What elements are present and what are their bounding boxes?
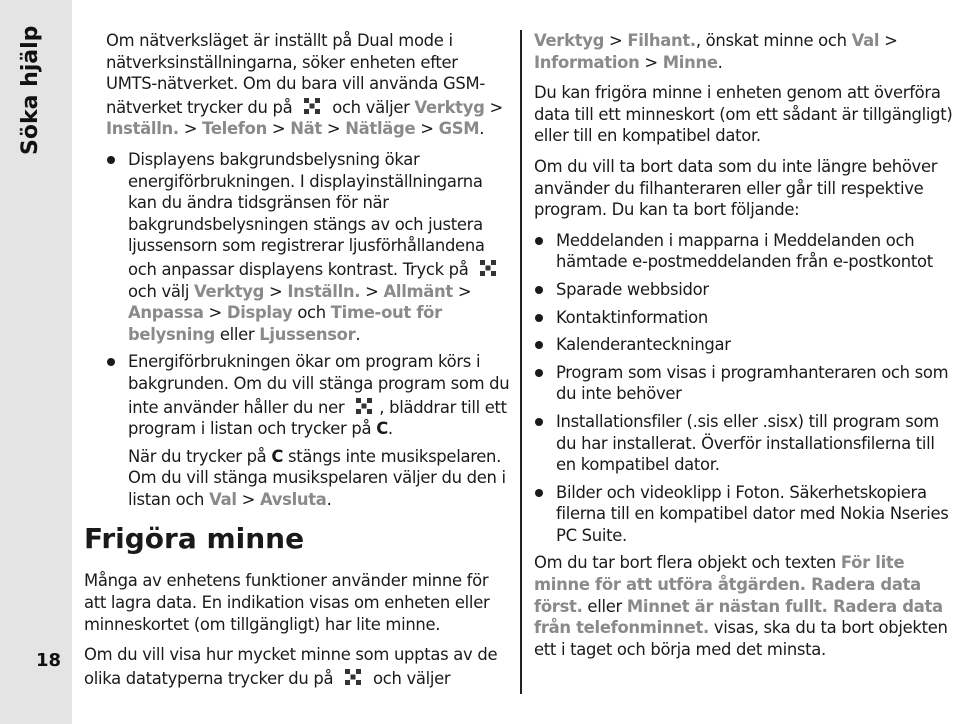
- bullet-backlight: Displayens bakgrundsbelysning ökar energiförbrukningen. I displayinställningarna kan du ändra tidsgränsen för när bakgrundsbelysningen stängs av och justera ljussensorn som registrerar ljusförhållandena och anpassar displayens kontrast. Tryck på och välj Verktyg > Inställn. > Allmänt > Anpassa > Display och Time-out för belysning eller Ljussensor.: [106, 149, 511, 345]
- deletable-items-list: [534, 230, 959, 547]
- section-title: Söka hjälp: [18, 25, 43, 155]
- list-item: Sparade webbsidor: [534, 279, 959, 301]
- list-item: Program som visas i programhanteraren och som du inte behöver: [534, 362, 959, 405]
- paragraph-memory-indication: Många av enhetens funktioner använder minne för att lagra data. En indikation visas om enheten eller minneskortet (om tillgängligt) har lite minne.: [84, 571, 490, 634]
- list-item: Meddelanden i mapparna i Meddelanden och hämtade e-postmeddelanden från e-postkontot: [534, 230, 959, 273]
- c-key: C: [376, 419, 388, 439]
- paragraph-dual-mode: Om nätverksläget är inställt på Dual mode i nätverksinställningarna, söker enheten efter UMTS-nätverket. Om du bara vill använda GSM-nätverket trycker du på och väljer Verktyg > Inställn. > Telefon > Nät > Nätläge > GSM.: [106, 31, 503, 139]
- section-heading: Frigöra minne: [84, 522, 305, 556]
- menu-key-icon: [301, 95, 323, 117]
- column-divider: [520, 30, 522, 694]
- list-item: Bilder och videoklipp i Foton. Säkerhetskopiera filerna till en kompatibel dator med Nokia Nseries PC Suite.: [534, 482, 959, 547]
- left-column: [84, 30, 511, 698]
- list-item: Kontaktinformation: [534, 307, 959, 329]
- paragraph-music-player: När du trycker på C stängs inte musikspelaren. Om du vill stänga musikspelaren väljer du den i listan och Val > Avsluta.: [128, 446, 506, 509]
- free-memory-text: [84, 570, 511, 689]
- sidebar: [0, 0, 72, 724]
- right-column: [534, 30, 959, 669]
- page-number: 18: [36, 650, 62, 671]
- bullet-background-apps: Energiförbrukningen ökar om program körs i bakgrunden. Om du vill stänga program som du inte använder håller du ner , bläddrar till ett program i listan och trycker på C.: [106, 351, 511, 439]
- paragraph-low-memory: Om du tar bort flera objekt och texten För lite minne för att utföra åtgärden. Radera data först. eller Minnet är nästan fullt. Radera data från telefonminnet. visas, ska du ta bort objekten ett i taget och börja med det minsta.: [534, 553, 948, 659]
- menu-key-icon: [477, 257, 499, 279]
- list-item: Kalenderanteckningar: [534, 334, 959, 356]
- paragraph-memory-path: Verktyg > Filhant., önskat minne och Val > Information > Minne.: [534, 31, 898, 72]
- paragraph-transfer: Du kan frigöra minne i enheten genom att överföra data till ett minneskort (om ett sådant är tillgängligt) eller till en kompatibel dator.: [534, 83, 953, 146]
- menu-key-icon: [353, 395, 375, 417]
- paragraph-delete: Om du vill ta bort data som du inte längre behöver använder du filhanteraren eller går till respektive program. Du kan ta bort följande:: [534, 156, 938, 220]
- menu-key-icon: [342, 666, 364, 688]
- paragraph-memory-view: Om du vill visa hur mycket minne som upptas av de olika datatyperna trycker du på och väljer: [84, 645, 498, 688]
- c-key: C: [271, 446, 284, 466]
- list-item: Installationsfiler (.sis eller .sisx) till program som du har installerat. Överför installationsfilerna till en kompatibel dator.: [534, 411, 959, 476]
